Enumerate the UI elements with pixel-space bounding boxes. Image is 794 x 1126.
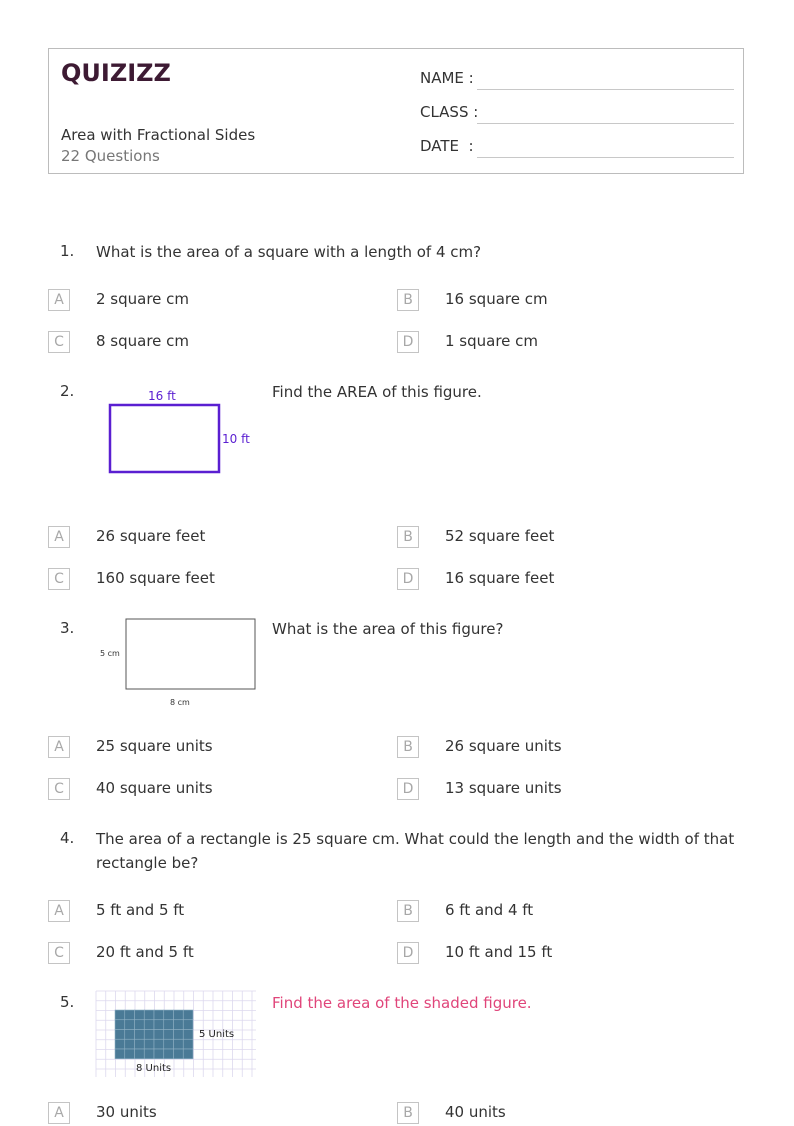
shaded-cell — [135, 1039, 145, 1049]
shaded-cell — [174, 1020, 184, 1030]
shaded-cell — [154, 1049, 164, 1059]
shaded-cell — [174, 1049, 184, 1059]
option-text: 25 square units — [96, 737, 213, 755]
option-text: 2 square cm — [96, 290, 190, 308]
shaded-cell — [144, 1039, 154, 1049]
option-text: 13 square units — [445, 779, 562, 797]
option-text: 160 square feet — [96, 569, 215, 587]
option-letter-box: A — [48, 900, 70, 922]
rectangle-shape — [110, 405, 219, 472]
shaded-cell — [125, 1020, 135, 1030]
shaded-cell — [174, 1010, 184, 1020]
date-line[interactable] — [477, 157, 734, 158]
option-text: 26 square units — [445, 737, 562, 755]
shaded-cell — [135, 1049, 145, 1059]
question-1-number: 1. — [60, 242, 75, 260]
option-letter-box: B — [397, 900, 419, 922]
rectangle-shape — [126, 619, 255, 689]
shaded-cell — [174, 1039, 184, 1049]
shaded-cell — [174, 1030, 184, 1040]
option-letter-box: A — [48, 1102, 70, 1124]
option-letter-box: D — [397, 778, 419, 800]
shaded-cell — [154, 1030, 164, 1040]
question-4-number: 4. — [60, 829, 75, 847]
option-text: 6 ft and 4 ft — [445, 901, 534, 919]
option-text: 20 ft and 5 ft — [96, 943, 194, 961]
shaded-cell — [125, 1010, 135, 1020]
shaded-cell — [115, 1020, 125, 1030]
shaded-cell — [135, 1030, 145, 1040]
svg-text:QUIZIZZ: QUIZIZZ — [61, 59, 171, 87]
name-field[interactable] — [420, 69, 734, 89]
shaded-cell — [164, 1010, 174, 1020]
question-5-number: 5. — [60, 993, 75, 1011]
option-letter-box: B — [397, 736, 419, 758]
figure-bottom-label: 8 cm — [170, 698, 190, 707]
question-2-number: 2. — [60, 382, 75, 400]
quizizz-logo — [61, 59, 171, 91]
class-label: CLASS : — [420, 103, 479, 121]
question-2-text: Find the AREA of this figure. — [272, 383, 482, 401]
option-letter-box: C — [48, 331, 70, 353]
shaded-cell — [183, 1039, 193, 1049]
option-letter-box: B — [397, 1102, 419, 1124]
shaded-cell — [115, 1049, 125, 1059]
shaded-cell — [144, 1030, 154, 1040]
shaded-cell — [164, 1020, 174, 1030]
shaded-cell — [125, 1049, 135, 1059]
shaded-cell — [115, 1030, 125, 1040]
question-5-figure — [96, 991, 256, 1081]
option-text: 10 ft and 15 ft — [445, 943, 553, 961]
shaded-cell — [135, 1020, 145, 1030]
shaded-cell — [164, 1030, 174, 1040]
option-text: 5 ft and 5 ft — [96, 901, 185, 919]
question-5-text: Find the area of the shaded figure. — [272, 994, 532, 1012]
shaded-cell — [183, 1049, 193, 1059]
shaded-cell — [154, 1039, 164, 1049]
worksheet-title: Area with Fractional Sides — [61, 126, 256, 144]
option-letter-box: C — [48, 778, 70, 800]
shaded-cell — [144, 1020, 154, 1030]
option-text: 40 units — [445, 1103, 506, 1121]
figure-side-label: 5 Units — [199, 1029, 235, 1040]
option-letter-box: C — [48, 568, 70, 590]
shaded-cell — [154, 1020, 164, 1030]
option-text: 40 square units — [96, 779, 213, 797]
option-text: 52 square feet — [445, 527, 555, 545]
question-4-text: The area of a rectangle is 25 square cm. What could the length and the width of that rectangle be? — [96, 830, 735, 872]
option-letter-box: D — [397, 331, 419, 353]
option-letter-box: D — [397, 942, 419, 964]
shaded-cell — [164, 1039, 174, 1049]
option-text: 16 square cm — [445, 290, 548, 308]
shaded-cell — [183, 1010, 193, 1020]
option-letter-box: D — [397, 568, 419, 590]
class-line[interactable] — [477, 123, 734, 124]
option-text: 16 square feet — [445, 569, 555, 587]
shaded-rectangle — [115, 1010, 193, 1059]
question-3-figure — [96, 614, 260, 714]
option-letter-box: A — [48, 526, 70, 548]
option-letter-box: C — [48, 942, 70, 964]
option-letter-box: B — [397, 526, 419, 548]
shaded-cell — [183, 1020, 193, 1030]
date-field[interactable] — [420, 137, 734, 157]
shaded-cell — [164, 1049, 174, 1059]
name-line[interactable] — [477, 89, 734, 90]
figure-top-label: 16 ft — [148, 389, 176, 403]
shaded-cell — [125, 1039, 135, 1049]
shaded-cell — [154, 1010, 164, 1020]
option-letter-box: B — [397, 289, 419, 311]
option-text: 26 square feet — [96, 527, 206, 545]
question-1-text: What is the area of a square with a length of 4 cm? — [96, 243, 482, 261]
class-field[interactable] — [420, 103, 734, 123]
option-text: 8 square cm — [96, 332, 190, 350]
option-text: 30 units — [96, 1103, 157, 1121]
shaded-cell — [183, 1030, 193, 1040]
shaded-cell — [115, 1039, 125, 1049]
shaded-cell — [135, 1010, 145, 1020]
shaded-cell — [144, 1049, 154, 1059]
option-letter-box: A — [48, 736, 70, 758]
figure-bottom-label: 8 Units — [136, 1063, 172, 1074]
worksheet-header — [48, 48, 744, 174]
figure-side-label: 10 ft — [222, 432, 250, 446]
figure-side-label: 5 cm — [100, 649, 120, 658]
question-2-figure — [100, 386, 260, 482]
shaded-cell — [144, 1010, 154, 1020]
question-3-text: What is the area of this figure? — [272, 620, 504, 638]
shaded-cell — [115, 1010, 125, 1020]
date-label: DATE : — [420, 137, 474, 155]
question-count: 22 Questions — [61, 147, 160, 165]
option-letter-box: A — [48, 289, 70, 311]
name-label: NAME : — [420, 69, 474, 87]
question-3-number: 3. — [60, 619, 75, 637]
shaded-cell — [125, 1030, 135, 1040]
option-text: 1 square cm — [445, 332, 539, 350]
